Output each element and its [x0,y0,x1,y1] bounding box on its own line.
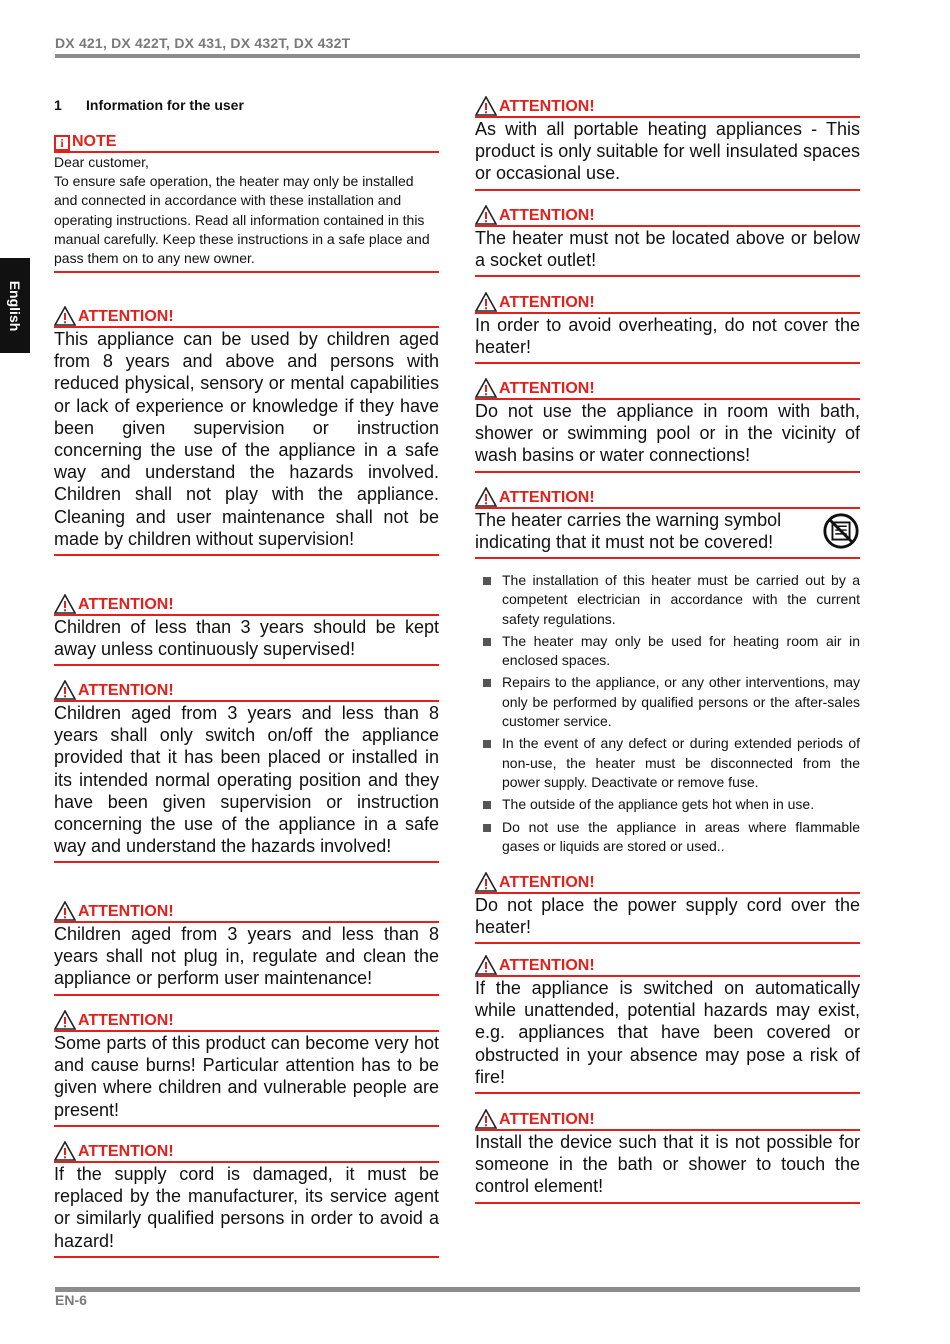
warning-body [54,616,439,666]
warning-text: Children aged from 3 years and less than 8 years shall not plug in, regulate and clean the appliance or perform user maintenance! [54,924,439,989]
bullet-square-icon [483,679,491,687]
note-block [54,131,439,273]
footer-divider [55,1287,860,1292]
note-greeting: Dear customer, [54,154,149,170]
warning-header [54,901,439,923]
list-item: Do not use the appliance in areas where flammable gases or liquids are stored or used.. [480,818,860,857]
do-not-cover-symbol-icon [822,512,860,550]
warning-triangle-icon [475,205,497,225]
warning-text: Do not use the appliance in room with bath, shower or swimming pool or in the vicinity of wash basins or water connections! [475,401,860,466]
warning-body [475,894,860,944]
attention-label: ATTENTION! [499,957,595,974]
list-item: In the event of any defect or during extended periods of non-use, the heater must be disconnected from the power supply. Deactivate or remove fuse. [480,734,860,792]
warning-block [475,378,860,473]
page-number: EN-6 [55,1292,87,1308]
warning-header [54,1141,439,1163]
warning-block [54,594,439,666]
attention-label: ATTENTION! [78,596,174,613]
warning-header [475,205,860,227]
warning-body [475,314,860,364]
attention-label: ATTENTION! [499,380,595,397]
attention-label: ATTENTION! [78,1143,174,1160]
note-header [54,131,439,153]
warning-triangle-icon [475,378,497,398]
attention-label: ATTENTION! [499,489,595,506]
header-divider [55,54,860,58]
warning-triangle-icon [54,594,76,614]
warning-header [54,594,439,616]
warning-text: Do not place the power supply cord over the heater! [475,895,860,938]
warning-text: The heater carries the warning symbol indicating that it must not be covered! [475,510,782,553]
warning-body [475,977,860,1094]
warning-header [54,1010,439,1032]
warning-header [475,1109,860,1131]
warning-block [475,205,860,277]
bullet-square-icon [483,638,491,646]
warning-text: As with all portable heating appliances - This product is only suitable for well insulated spaces or occasional use. [475,119,860,184]
warning-header [475,378,860,400]
warning-body [475,400,860,473]
warning-triangle-icon [475,1109,497,1129]
bullet-square-icon [483,740,491,748]
warning-body [475,118,860,191]
attention-label: ATTENTION! [78,903,174,920]
list-item: Repairs to the appliance, or any other interventions, may only be performed by qualified persons or the after-sales customer service. [480,673,860,731]
warning-header [475,292,860,314]
warning-text: Some parts of this product can become very hot and cause burns! Particular attention has to be given where children and vulnerable people are present! [54,1033,439,1120]
language-tab [0,258,30,353]
attention-label: ATTENTION! [78,308,174,325]
warning-triangle-icon [475,487,497,507]
language-tab-label: English [7,280,23,331]
warning-block [475,96,860,191]
warning-triangle-icon [475,872,497,892]
warning-text: In order to avoid overheating, do not cover the heater! [475,315,860,358]
warning-triangle-icon [54,1141,76,1161]
warning-body [475,227,860,277]
warning-block [54,680,439,863]
warning-body [54,1032,439,1127]
note-label: NOTE [72,133,117,150]
warning-body [475,1131,860,1204]
attention-label: ATTENTION! [499,874,595,891]
warning-triangle-icon [475,292,497,312]
warning-triangle-icon [54,680,76,700]
bullet-square-icon [483,577,491,585]
list-item: The installation of this heater must be carried out by a competent electrician in accordance with the current safety regulations. [480,571,860,629]
attention-label: ATTENTION! [499,98,595,115]
attention-label: ATTENTION! [499,207,595,224]
warning-header [54,306,439,328]
warning-header [475,872,860,894]
warning-text: If the supply cord is damaged, it must be replaced by the manufacturer, its service agent or similarly qualified persons in order to avoid a hazard! [54,1164,439,1251]
warning-body [54,702,439,863]
warning-text: If the appliance is switched on automatically while unattended, potential hazards may exist, e.g. appliances that have been covered or obstructed in your absence may pose a risk of fire! [475,978,860,1087]
warning-triangle-icon [475,955,497,975]
warning-body [54,328,439,556]
warning-block [54,306,439,556]
warning-block [475,487,860,559]
safety-bullet-list [480,571,860,859]
warning-triangle-icon [54,306,76,326]
warning-block [54,1010,439,1127]
note-text: To ensure safe operation, the heater may only be installed and connected in accordance with these installation and operating instructions. Read all information contained in this manual carefully. Keep these instructions in a safe place and pass them on to any new owner. [54,173,430,267]
warning-text: Install the device such that it is not possible for someone in the bath or shower to touch the control element! [475,1132,860,1197]
list-item: The heater may only be used for heating room air in enclosed spaces. [480,632,860,671]
section-title: Information for the user [86,97,244,113]
bullet-square-icon [483,824,491,832]
warning-triangle-icon [475,96,497,116]
bullet-square-icon [483,801,491,809]
section-heading [54,97,244,113]
warning-block [475,955,860,1094]
warning-block [54,1141,439,1258]
warning-body [54,1163,439,1258]
attention-label: ATTENTION! [78,1012,174,1029]
warning-text: Children of less than 3 years should be kept away unless continuously supervised! [54,617,439,660]
warning-text: Children aged from 3 years and less than 8 years shall only switch on/off the appliance provided that it has been placed or installed in its intended normal operating position and they have been given supervision or instruction concerning the use of the appliance in a safe way and understand the hazards involved! [54,703,439,857]
warning-header [475,487,860,509]
section-number: 1 [54,97,62,113]
warning-body [54,923,439,996]
warning-block [475,1109,860,1204]
warning-header [54,680,439,702]
info-icon: i [54,135,70,151]
attention-label: ATTENTION! [499,294,595,311]
warning-text: The heater must not be located above or below a socket outlet! [475,228,860,271]
warning-header [475,955,860,977]
warning-header [475,96,860,118]
warning-text: This appliance can be used by children aged from 8 years and above and persons with reduced physical, sensory or mental capabilities or lack of experience or knowledge if they have been given supervision or instruction concerning the use of the appliance in a safe way and understand the hazards involved. Children shall not play with the appliance. Cleaning and user maintenance shall not be made by children without supervision! [54,329,439,549]
warning-block [54,901,439,996]
list-item: The outside of the appliance gets hot when in use. [480,795,860,814]
warning-body [475,509,860,559]
document-header-title: DX 421, DX 422T, DX 431, DX 432T, DX 432T [55,35,351,51]
warning-block [475,872,860,944]
warning-block [475,292,860,364]
note-body [54,153,439,273]
attention-label: ATTENTION! [499,1111,595,1128]
warning-triangle-icon [54,901,76,921]
attention-label: ATTENTION! [78,682,174,699]
warning-triangle-icon [54,1010,76,1030]
